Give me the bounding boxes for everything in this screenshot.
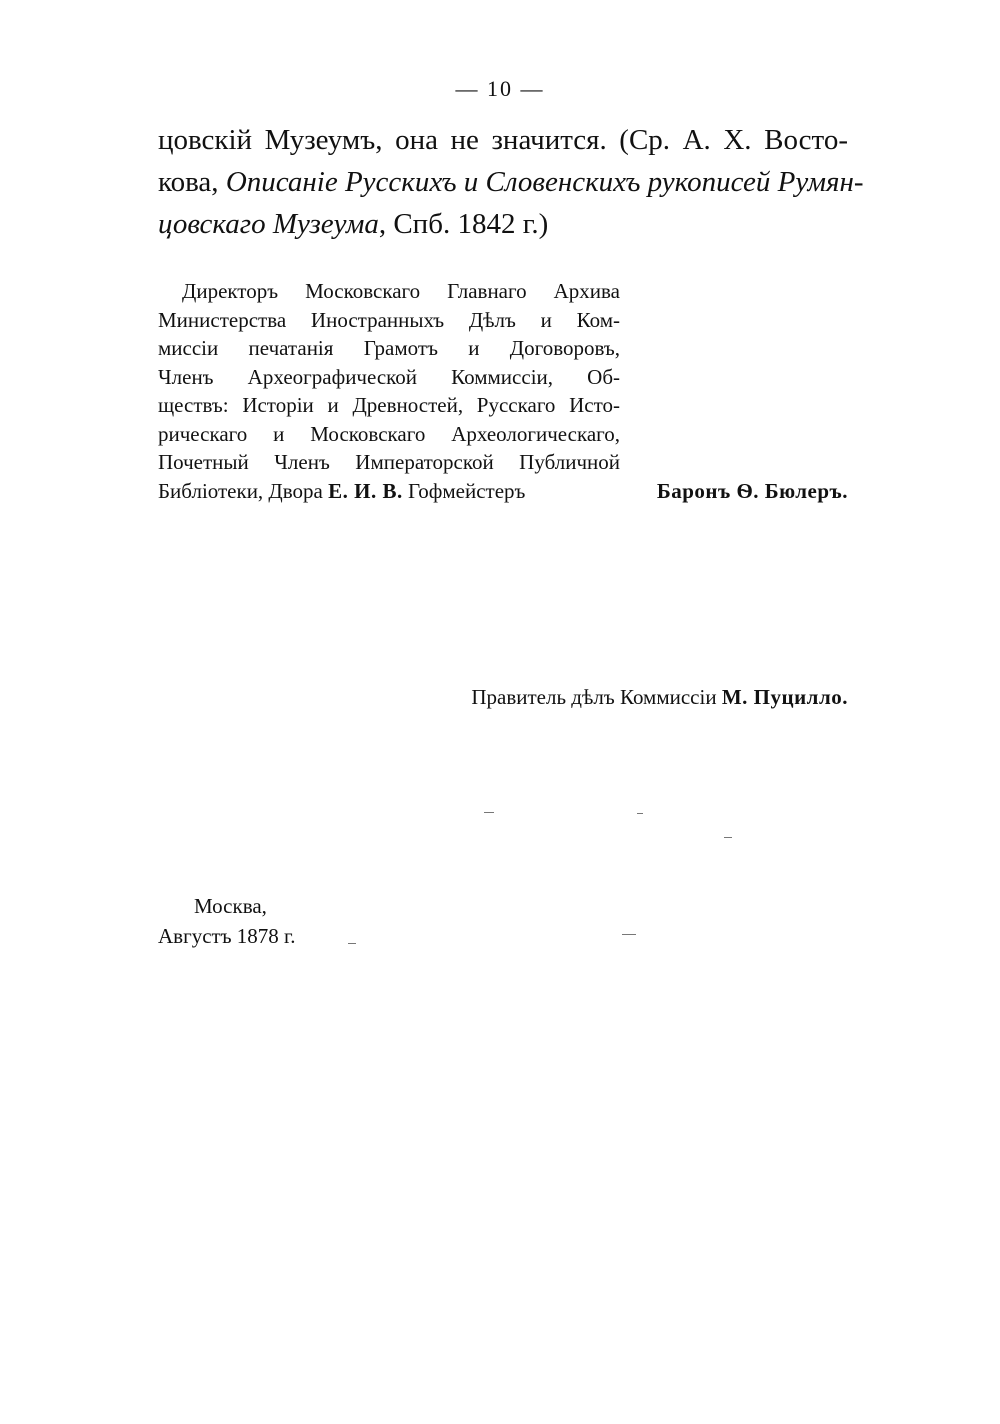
intro-line-3-italic: цовскаго Музеума [158, 208, 379, 240]
page-number: — 10 — [455, 76, 545, 101]
signature-final-line [158, 477, 848, 506]
signature-final-start: Библіотеки, Двора [158, 478, 329, 503]
signature-line-2: Министерства Иностранныхъ Дѣлъ и Ком- [158, 307, 620, 332]
signature-final-title: Гофмейстеръ [402, 478, 526, 503]
signature-final-left [158, 477, 525, 506]
signature-line-5: ществъ: Исторіи и Древностей, Русскаго Исто- [158, 393, 620, 417]
signature-line-4: Членъ Археографической Коммиссіи, Об- [158, 364, 620, 389]
signature-line-3: миссіи печатанія Грамотъ и Договоровъ, [158, 336, 620, 360]
scan-speck [484, 812, 494, 813]
intro-line-3-end: , Спб. 1842 г.) [378, 208, 549, 240]
scan-speck [637, 813, 643, 814]
intro-line-3 [158, 203, 848, 245]
scan-speck [348, 943, 356, 944]
intro-paragraph [158, 119, 864, 245]
signature-line-6: рическаго и Московскаго Археологическаго, [158, 421, 620, 446]
date: Августъ 1878 г. [158, 924, 296, 948]
intro-line-2 [158, 161, 864, 203]
scan-speck [724, 837, 732, 838]
signatory-name: Баронъ Ѳ. Бюлеръ. [656, 478, 848, 503]
intro-line-2-italic: Описаніе Русскихъ и Словенскихъ рукописей Румян- [225, 166, 864, 198]
secretary-name: М. Пуцилло. [721, 685, 848, 709]
scan-speck [622, 934, 636, 935]
intro-line-1: цовскій Музеумъ, она не значится. (Ср. А. Х. Восто- [158, 124, 848, 156]
signature-block [158, 277, 848, 505]
city: Москва, [194, 894, 267, 918]
intro-line-2-start: кова, [158, 166, 226, 198]
signature-line-7: Почетный Членъ Императорской Публичной [158, 450, 620, 474]
secretary-title: Правитель дѣлъ Коммиссіи [471, 685, 717, 709]
signature-line-1: Директоръ Московскаго Главнаго Архива [182, 279, 620, 303]
signature-imperial-initials: Е. И. В. [328, 478, 403, 503]
place-date [158, 891, 458, 951]
secretary-signature [410, 682, 848, 712]
